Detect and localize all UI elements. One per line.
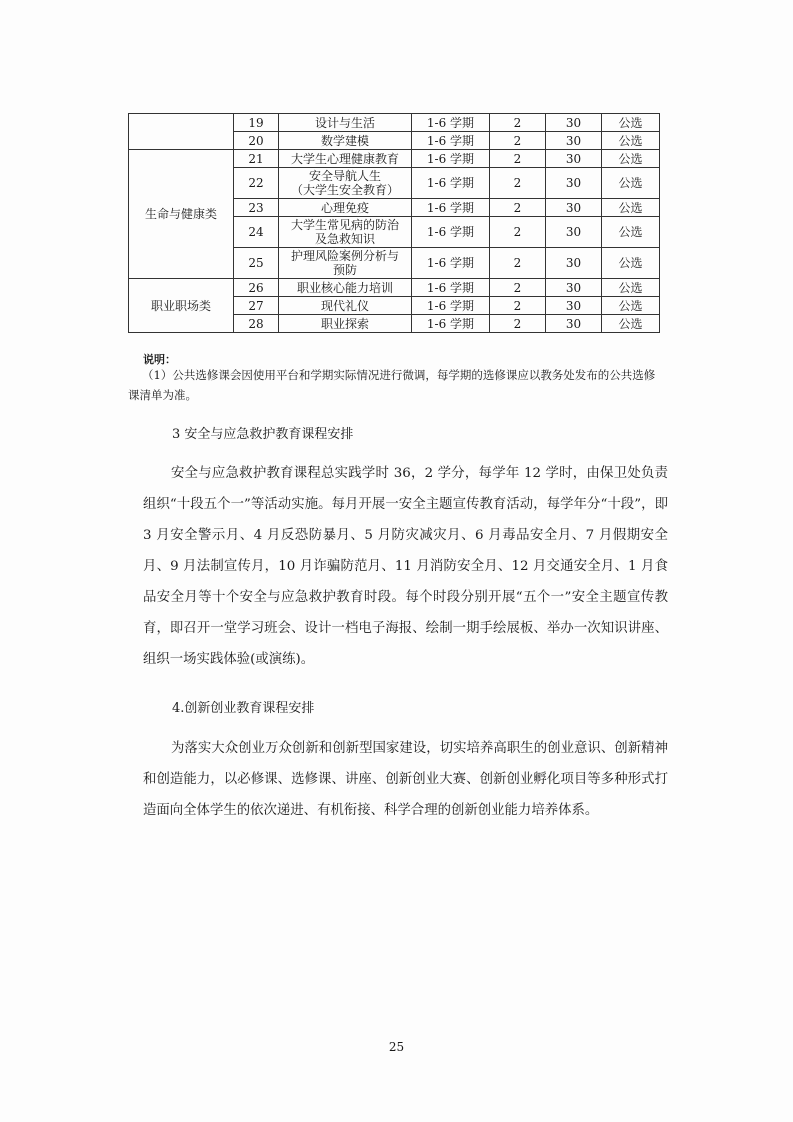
course-term: 1-6 学期: [412, 279, 490, 297]
course-name: 心理免疫: [279, 199, 412, 217]
course-hours: 30: [546, 168, 602, 199]
elective-course-table: [128, 113, 660, 333]
table-row: [129, 279, 660, 297]
section4-paragraph: 为落实大众创业万众创新和创新型国家建设，切实培养高职生的创业意识、创新精神和创造能力，以必修课、选修课、讲座、创新创业大赛、创新创业孵化项目等多种形式打造面向全体学生的依次递进、有机衔接、科学合理的创新创业能力培养体系。: [143, 741, 668, 818]
course-credit: 2: [490, 217, 546, 248]
course-name-line2: （大学生安全教育）: [290, 183, 399, 197]
course-name: 现代礼仪: [279, 297, 412, 315]
course-type: 公选: [602, 168, 660, 199]
course-hours: 30: [546, 150, 602, 168]
course-credit: 2: [490, 168, 546, 199]
course-term: 1-6 学期: [412, 132, 490, 150]
course-credit: 2: [490, 199, 546, 217]
course-number: 24: [234, 217, 279, 248]
course-name: [279, 248, 412, 279]
course-hours: 30: [546, 199, 602, 217]
course-term: 1-6 学期: [412, 315, 490, 333]
course-name: 设计与生活: [279, 114, 412, 132]
course-credit: 2: [490, 248, 546, 279]
course-name-line1: 护理风险案例分析与: [290, 249, 399, 263]
course-type: 公选: [602, 248, 660, 279]
course-number: 26: [234, 279, 279, 297]
course-credit: 2: [490, 132, 546, 150]
course-hours: 30: [546, 248, 602, 279]
course-name-line1: 大学生常见病的防治: [290, 218, 399, 232]
course-hours: 30: [546, 315, 602, 333]
course-credit: 2: [490, 279, 546, 297]
course-term: 1-6 学期: [412, 168, 490, 199]
course-type: 公选: [602, 114, 660, 132]
course-term: 1-6 学期: [412, 217, 490, 248]
course-name: 大学生心理健康教育: [279, 150, 412, 168]
category-cell: 职业职场类: [129, 279, 234, 333]
course-number: 23: [234, 199, 279, 217]
course-credit: 2: [490, 297, 546, 315]
course-name: 数学建模: [279, 132, 412, 150]
course-number: 25: [234, 248, 279, 279]
course-hours: 30: [546, 297, 602, 315]
course-type: 公选: [602, 199, 660, 217]
course-name: [279, 168, 412, 199]
course-type: 公选: [602, 217, 660, 248]
course-type: 公选: [602, 150, 660, 168]
course-hours: 30: [546, 279, 602, 297]
course-hours: 30: [546, 217, 602, 248]
table-row: [129, 114, 660, 132]
course-type: 公选: [602, 297, 660, 315]
note-title: 说明：: [143, 353, 176, 366]
course-credit: 2: [490, 315, 546, 333]
course-credit: 2: [490, 150, 546, 168]
course-number: 27: [234, 297, 279, 315]
course-term: 1-6 学期: [412, 297, 490, 315]
course-name-line1: 安全导航人生: [308, 169, 381, 183]
table-row: [129, 150, 660, 168]
course-credit: 2: [490, 114, 546, 132]
course-term: 1-6 学期: [412, 248, 490, 279]
note-body: （1）公共选修课会因使用平台和学期实际情况进行微调，每学期的选修课应以教务处发布的公共选修课清单为准。: [128, 368, 656, 402]
course-name-line2: 及急救知识: [314, 232, 375, 246]
course-name: [279, 217, 412, 248]
page-number: 25: [388, 1040, 405, 1054]
course-name: 职业探索: [279, 315, 412, 333]
section3-heading: 3 安全与应急救护教育课程安排: [172, 427, 354, 442]
course-number: 19: [234, 114, 279, 132]
category-cell: 生命与健康类: [129, 150, 234, 279]
course-term: 1-6 学期: [412, 114, 490, 132]
course-type: 公选: [602, 279, 660, 297]
course-name: 职业核心能力培训: [279, 279, 412, 297]
course-term: 1-6 学期: [412, 150, 490, 168]
course-number: 20: [234, 132, 279, 150]
section3-paragraph: 安全与应急救护教育课程总实践学时 36，2 学分，每学年 12 学时，由保卫处负责组织“十段五个一”等活动实施。每月开展一安全主题宣传教育活动，每学年分“十段”，即 3 月安全警示月、4 月反恐防暴月、5 月防灾减灾月、6 月毒品安全月、7 月假期安全月、9 月法制宣传月，10 月诈骗防范月、11 月消防安全月、12 月交通安全月、1 月食品安全月等十个安全与应急救护教育时段。每个时段分别开展“五个一”安全主题宣传教育，即召开一堂学习班会、设计一档电子海报、绘制一期手绘展板、举办一次知识讲座、组织一场实践体验(或演练)。: [143, 466, 668, 667]
course-term: 1-6 学期: [412, 199, 490, 217]
section4-heading: 4.创新创业教育课程安排: [172, 701, 315, 716]
course-name-line2: 预防: [332, 263, 357, 277]
course-hours: 30: [546, 114, 602, 132]
course-number: 21: [234, 150, 279, 168]
course-hours: 30: [546, 132, 602, 150]
course-type: 公选: [602, 315, 660, 333]
course-type: 公选: [602, 132, 660, 150]
category-cell: [129, 114, 234, 150]
course-number: 22: [234, 168, 279, 199]
course-number: 28: [234, 315, 279, 333]
